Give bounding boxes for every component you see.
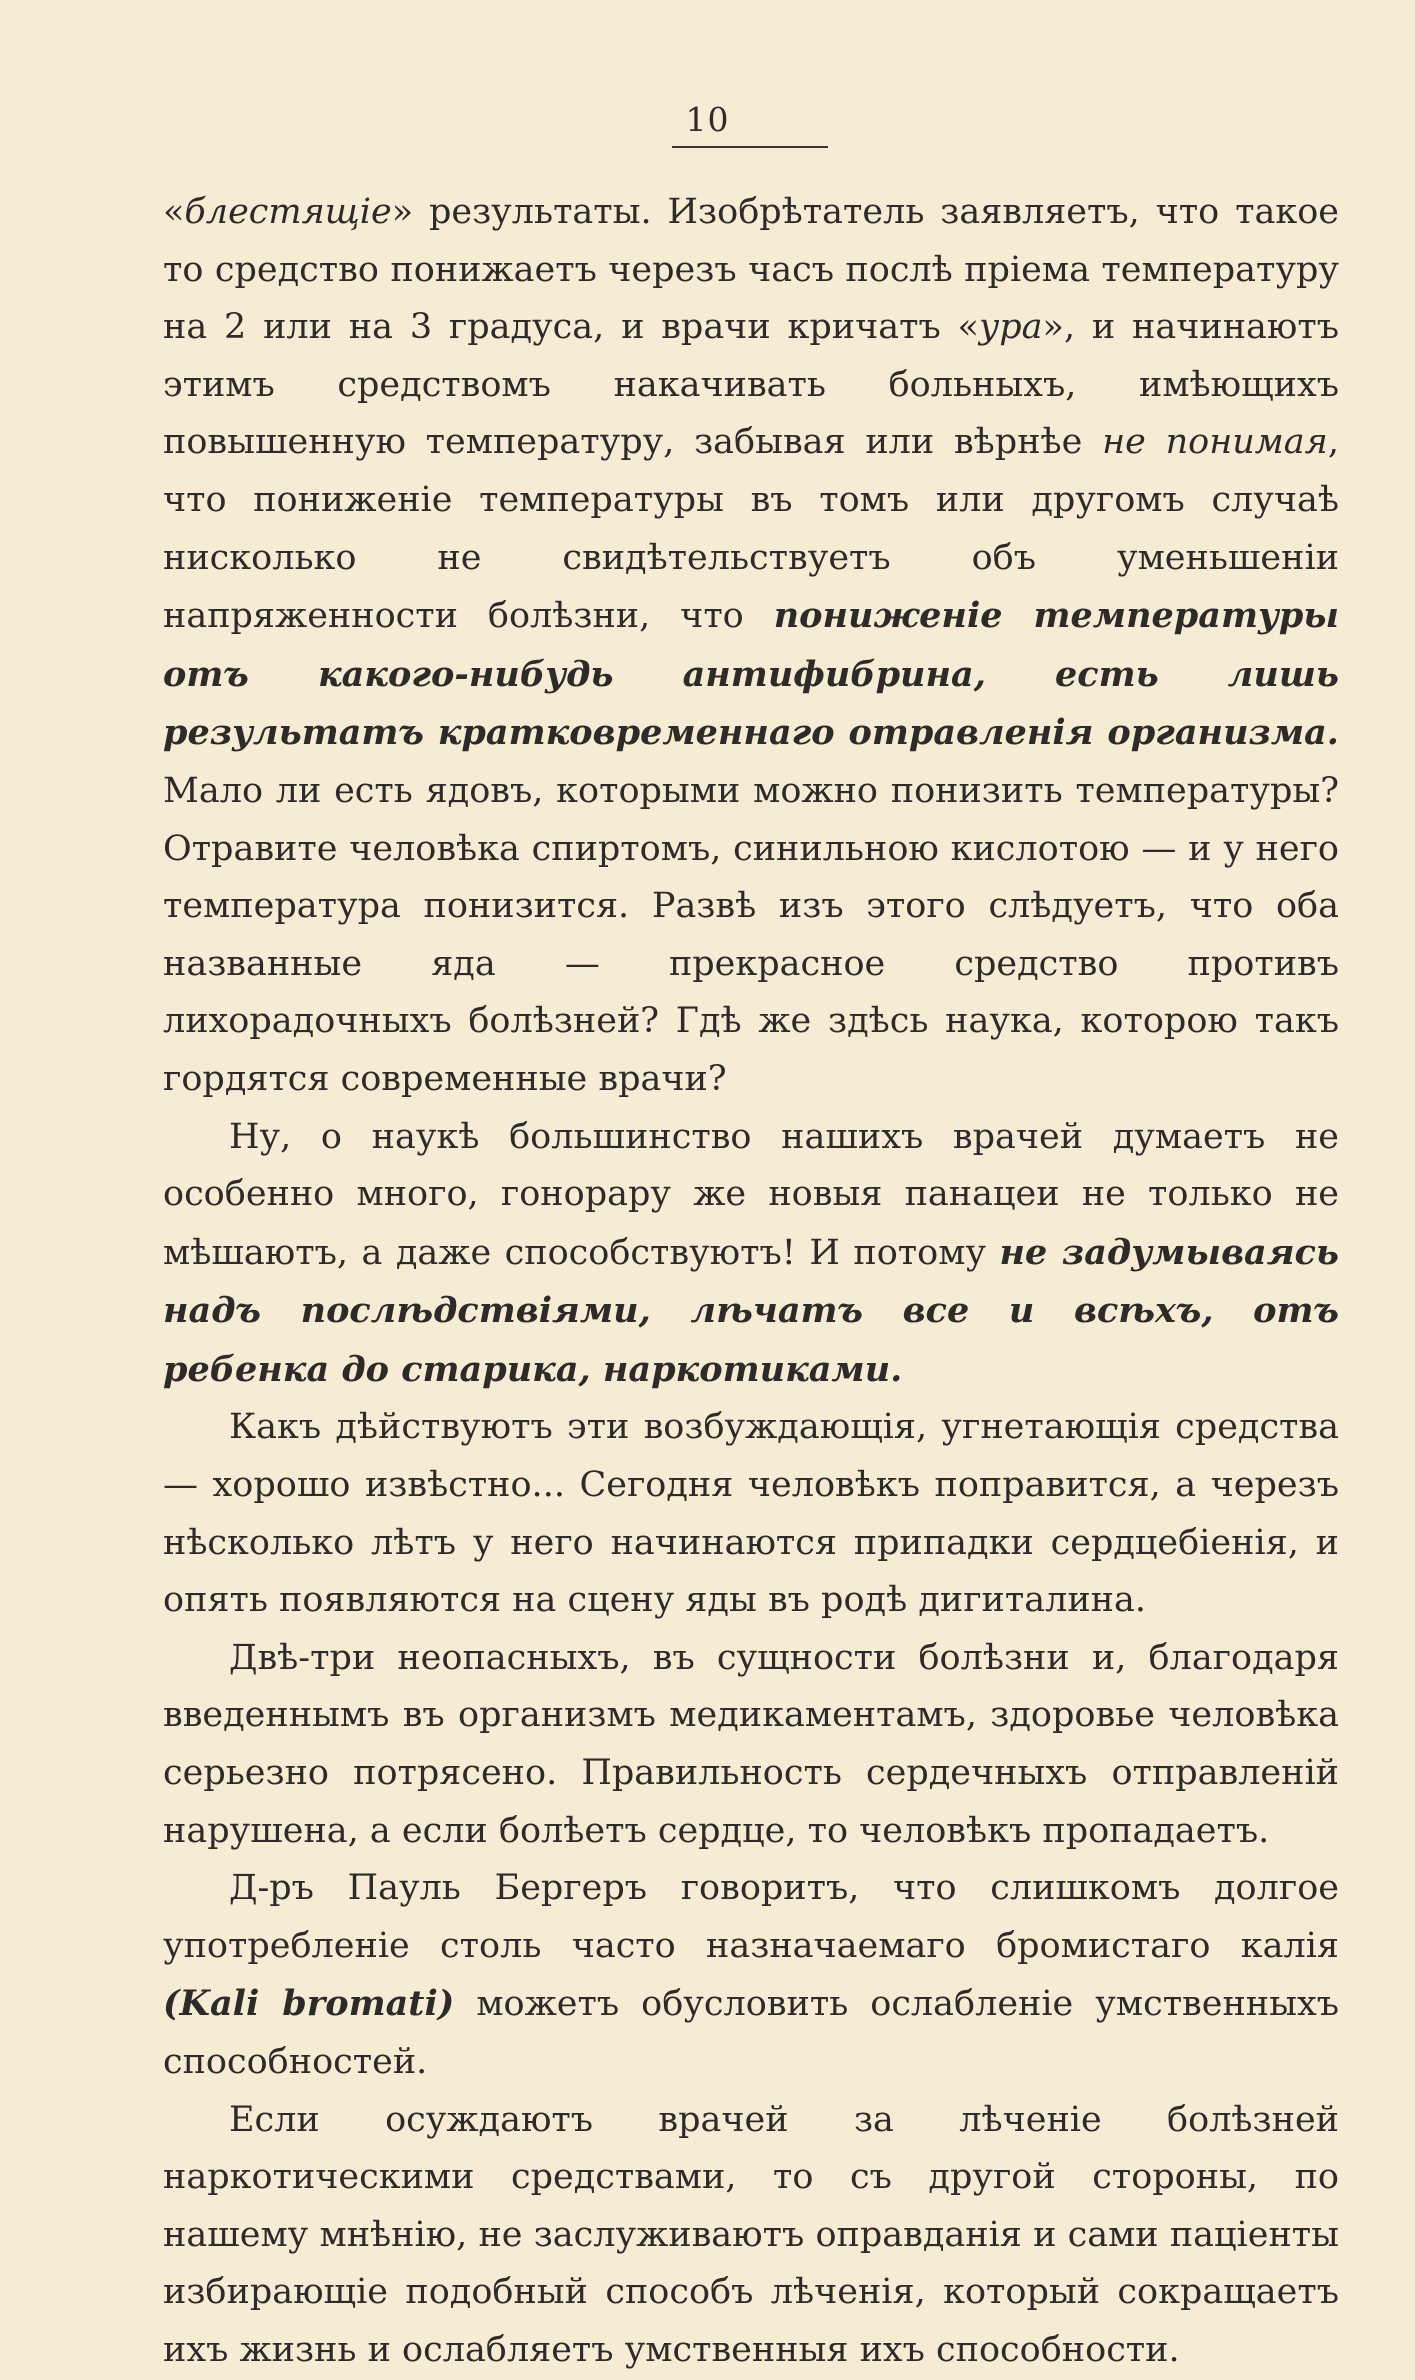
- text-run: Д-ръ Пауль Бергеръ говоритъ, что слишкомъ долгое употребленіе столь часто назначаемаго бромистаго калія: [163, 1868, 1339, 1966]
- text-run: Мало ли есть ядовъ, которыми можно понизить температуры? Отравите человѣка спиртомъ, синильною кислотою — и у него температура понизится. Развѣ изъ этого слѣдуетъ, что оба названные яда — прекрасное средство противъ лихорадочныхъ болѣзней? Гдѣ же здѣсь наука, которою такъ гордятся современные врачи?: [163, 770, 1339, 1099]
- emphasized-text: блестящіе: [184, 192, 392, 232]
- emphasized-text: не задумываясь надъ послѣдствіями, лѣчатъ все и всѣхъ, отъ ребенка до старика, наркотиками.: [163, 1231, 1339, 1390]
- text-run: Какъ дѣйствуютъ эти возбуждающія, угнетающія средства — хорошо извѣстно... Сегодня человѣкъ поправится, а черезъ нѣсколько лѣтъ у него начинаются припадки сердцебіенія, и опять появляются на сцену яды въ родѣ дигиталина.: [163, 1407, 1339, 1621]
- emphasized-text: (Kali bromati): [163, 1983, 455, 2025]
- text-run: », и начинаютъ этимъ средствомъ накачивать больныхъ, имѣющихъ повышенную температуру, забывая или вѣрнѣе: [163, 307, 1339, 463]
- text-run: Ну, о наукѣ большинство нашихъ врачей думаетъ не особенно много, гонорару же новыя панацеи не только не мѣшаютъ, а даже способствуютъ! И потому: [163, 1116, 1339, 1273]
- paragraph: [163, 1109, 1339, 1400]
- paragraph: [163, 2092, 1339, 2380]
- emphasized-text: ура: [978, 307, 1043, 348]
- paragraph: [163, 184, 1339, 1109]
- paragraph: [163, 1399, 1339, 1629]
- text-run: , что пониженіе температуры въ томъ или другомъ случаѣ нисколько не свидѣтельствуетъ объ уменьшеніи напряженности болѣзни, что: [163, 422, 1339, 637]
- emphasized-text: пониженіе температуры отъ какого-нибудь антифибрина, есть лишь результатъ кратковременнаго отравленія организма.: [163, 595, 1340, 754]
- text-run: можетъ обусловить ослабленіе умственныхъ способностей.: [163, 1984, 1339, 2082]
- text-run: Если осуждаютъ врачей за лѣченіе болѣзней наркотическими средствами, то съ другой стороны, по нашему мнѣнію, не заслуживаютъ оправданія и сами паціенты избирающіе подобный способъ лѣченія, который сокращаетъ ихъ жизнь и ослабляетъ умственныя ихъ способности.: [163, 2099, 1339, 2370]
- text-run: Двѣ-три неопасныхъ, въ сущности болѣзни и, благодаря введеннымъ въ организмъ медикаментамъ, здоровье человѣка серьезно потрясено. Правильность сердечныхъ отправленій нарушена, а если болѣетъ сердце, то человѣкъ пропадаетъ.: [163, 1637, 1339, 1851]
- paragraph: [163, 1630, 1339, 1860]
- text-run: » результаты. Изобрѣтатель заявляетъ, что такое то средство понижаетъ черезъ часъ послѣ пріема температуру на 2 или на 3 градуса, и врачи кричатъ «: [163, 192, 1339, 348]
- header-rule: [672, 146, 828, 148]
- body-text: [163, 184, 1339, 2380]
- paragraph: [163, 1860, 1339, 2091]
- emphasized-text: не понимая: [1102, 422, 1328, 463]
- page-number: 10: [685, 100, 730, 139]
- text-run: «: [163, 192, 185, 232]
